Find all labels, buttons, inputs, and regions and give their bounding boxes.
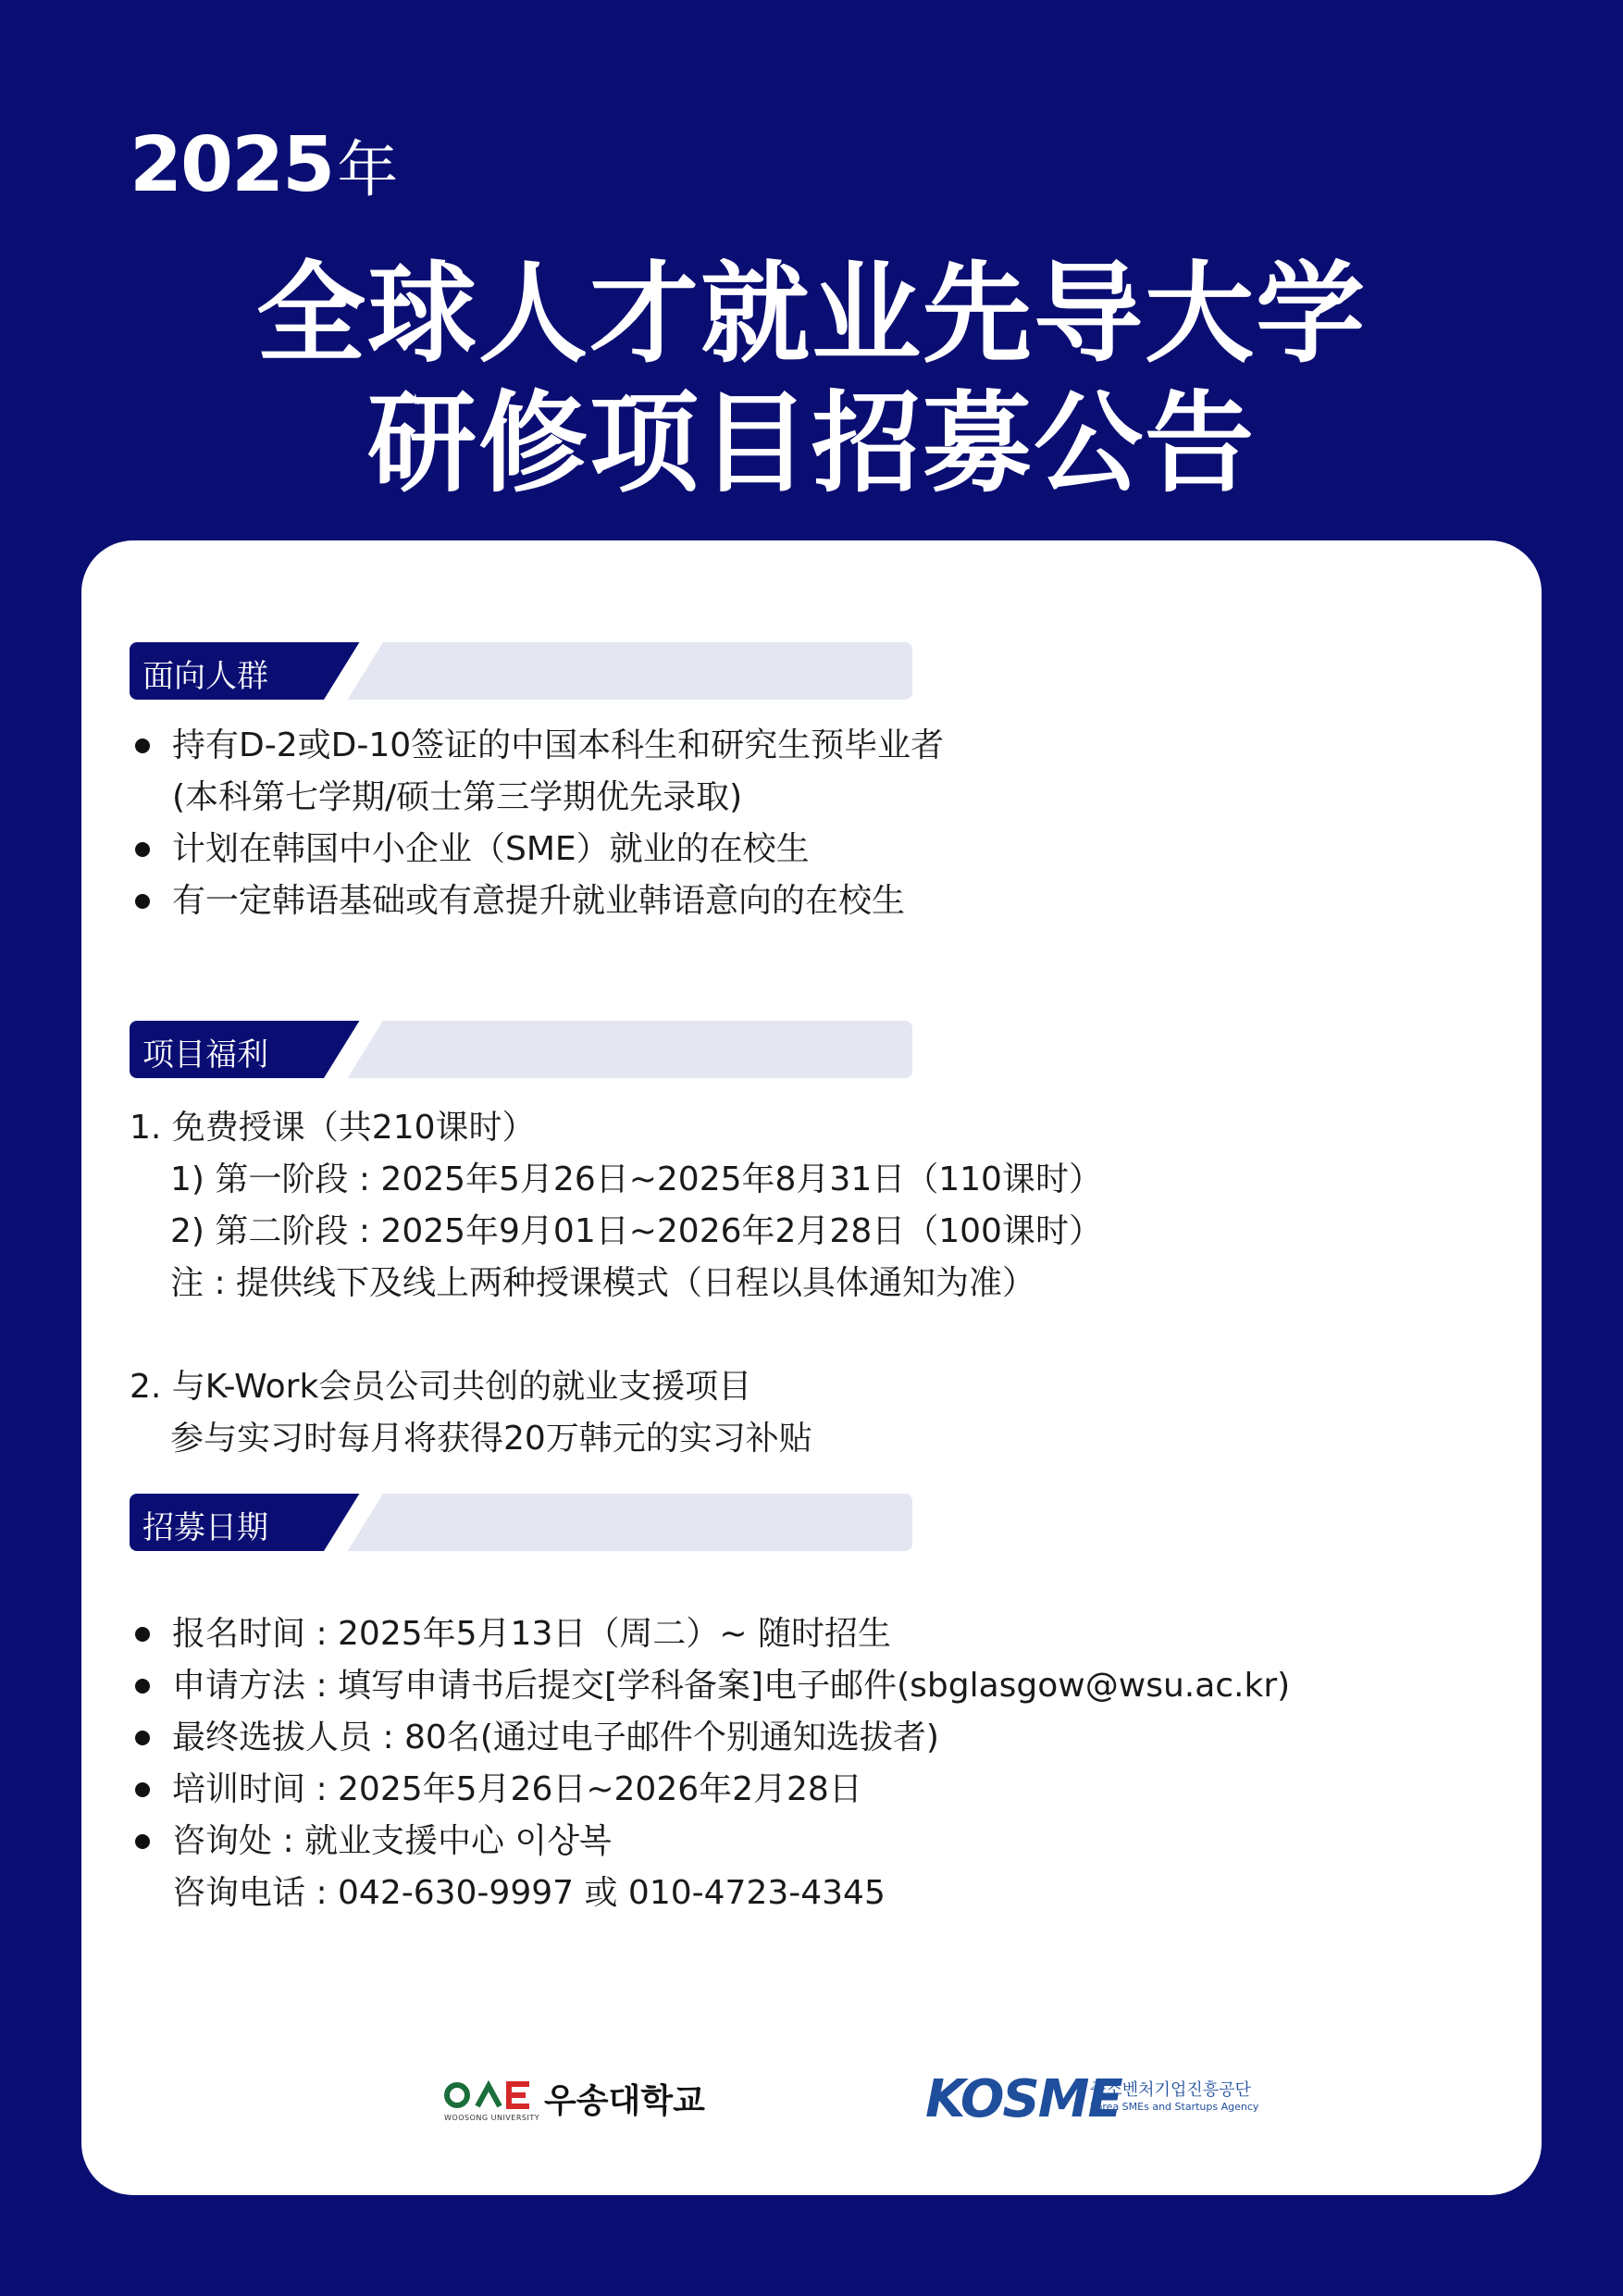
list-item (130, 824, 944, 875)
bullet-icon (135, 842, 150, 857)
bullet-icon (135, 1627, 150, 1642)
section-header-target (130, 642, 912, 700)
benefit-line: 2) 第二阶段 : 2025年9月01日~2026年2月28日（100课时） (170, 1212, 1102, 1250)
list-item (130, 1660, 1290, 1712)
benefit-item-1 (130, 1102, 1102, 1309)
section-label: 招募日期 (142, 1509, 268, 1546)
benefit-line: 参与实习时每月将获得20万韩元的实习补贴 (170, 1420, 812, 1458)
bullet-icon (135, 894, 150, 909)
year-number: 2025 (130, 121, 334, 209)
list-item-text: 计划在韩国中小企业（SME）就业的在校生 (172, 830, 810, 868)
bullet-icon (135, 738, 150, 753)
target-list (130, 720, 944, 927)
bullet-icon (135, 1834, 150, 1849)
bullet-icon (135, 1782, 150, 1797)
content-card (81, 540, 1542, 2195)
woosong-subtitle: WOOSONG UNIVERSITY (444, 2114, 540, 2122)
kosme-brand: KOSME (925, 2069, 1121, 2129)
list-item (130, 720, 944, 824)
list-item (130, 1764, 1290, 1816)
list-item (130, 1712, 1290, 1764)
benefit-title: 2. 与K-Work会员公司共创的就业支援项目 (130, 1368, 752, 1406)
section-header-benefits (130, 1021, 912, 1078)
list-item-subtext: 咨询电话 : 042-630-9997 或 010-4723-4345 (172, 1874, 886, 1912)
list-item-text: 咨询处 : 就业支援中心 이상복 (172, 1822, 612, 1860)
list-item-text: 报名时间 : 2025年5月13日（周二）~ 随时招生 (172, 1615, 891, 1653)
year-heading (130, 120, 396, 209)
list-item-text: 有一定韩语基础或有意提升就业韩语意向的在校生 (172, 882, 906, 920)
dates-list (130, 1608, 1290, 1919)
section-header-dates (130, 1494, 912, 1551)
list-item-text: 培训时间 : 2025年5月26日~2026年2月28日 (172, 1770, 862, 1808)
list-item (130, 875, 944, 927)
list-item-text: 最终选拔人员 : 80名(通过电子邮件个别通知选拔者) (172, 1719, 939, 1756)
kosme-english-name: Korea SMEs and Startups Agency (1090, 2101, 1259, 2113)
woosong-mark-icon (444, 2077, 533, 2114)
benefit-title: 1. 免费授课（共210课时） (130, 1109, 536, 1147)
section-label: 面向人群 (142, 658, 268, 695)
bullet-icon (135, 1679, 150, 1694)
footer-logos (81, 2069, 1542, 2134)
list-item-text: 持有D-2或D-10签证的中国本科生和研究生预毕业者 (172, 726, 945, 764)
kosme-korean-name: 중소벤처기업진흥공단 (1090, 2080, 1251, 2100)
benefit-line: 1) 第一阶段 : 2025年5月26日~2025年8月31日（110课时） (170, 1160, 1102, 1198)
list-item (130, 1816, 1290, 1919)
list-item-subtext: (本科第七学期/硕士第三学期优先录取) (172, 778, 743, 816)
list-item-text: 申请方法 : 填写申请书后提交[学科备案]电子邮件(sbglasgow@wsu.ac.kr) (172, 1667, 1291, 1705)
list-item (130, 1608, 1290, 1660)
section-label: 项目福利 (142, 1036, 268, 1074)
woosong-name: 우송대학교 (544, 2082, 705, 2120)
benefit-item-2 (130, 1361, 812, 1465)
title-line-2: 研修项目招募公告 (366, 379, 1256, 507)
year-suffix: 年 (337, 134, 397, 205)
bullet-icon (135, 1731, 150, 1745)
benefit-line: 注 : 提供线下及线上两种授课模式（日程以具体通知为准） (170, 1264, 1036, 1302)
title-line-1: 全球人才就业先导大学 (255, 250, 1367, 378)
